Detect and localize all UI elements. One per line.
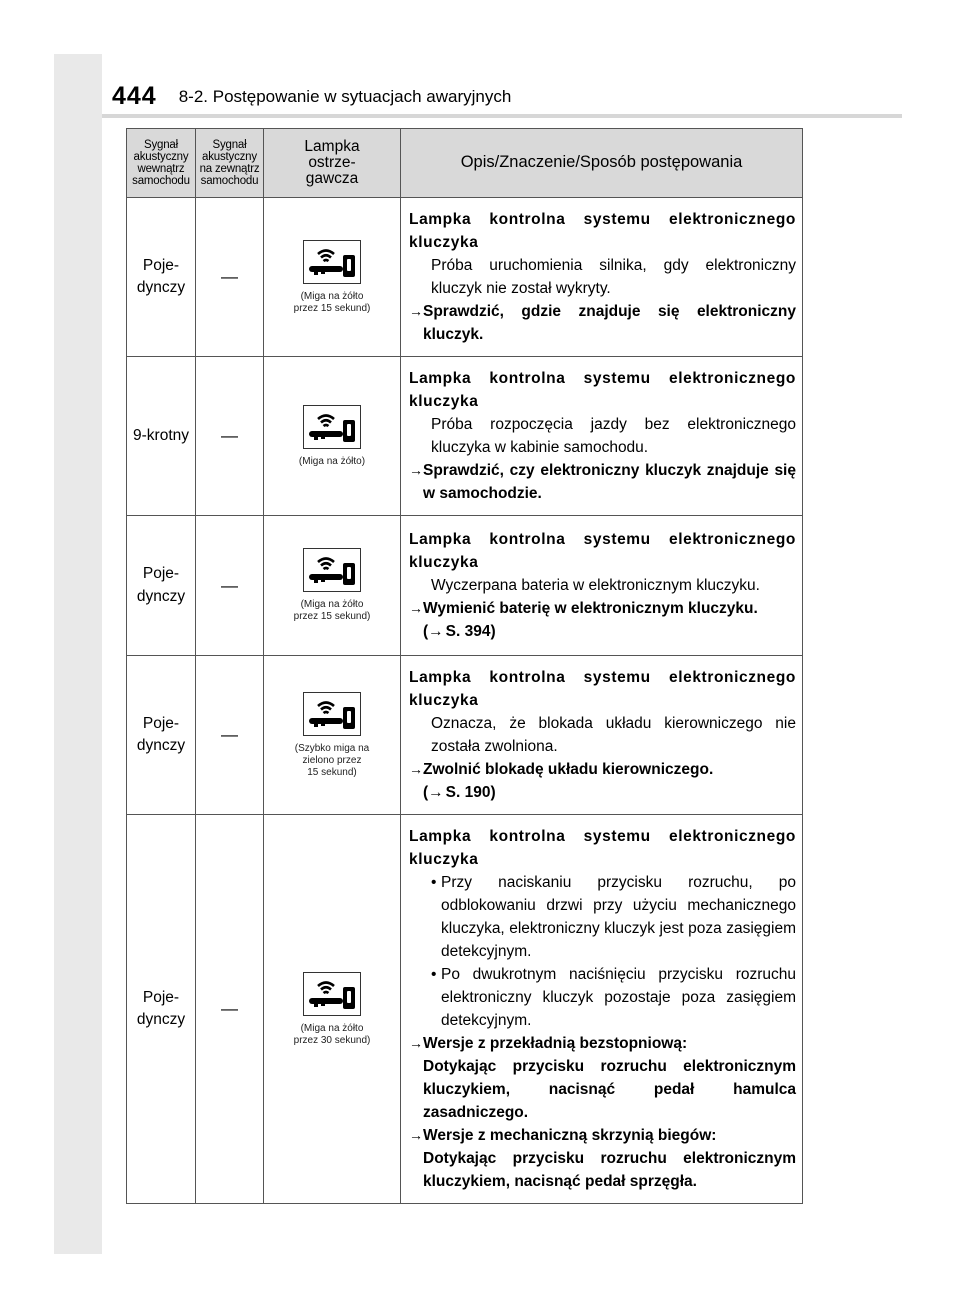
chapter-title: 8-2. Postępowanie w sytuacjach awaryjnych: [178, 87, 512, 106]
ref-close: ): [490, 623, 496, 640]
inside-signal: Poje- dynczy: [136, 988, 186, 1028]
page-reference[interactable]: [409, 781, 796, 804]
lamp-icon-box: [303, 692, 361, 736]
description-text: Wyczerpana bateria w elektronicznym kluczyku.: [431, 577, 760, 594]
action-step: [409, 300, 796, 346]
action-step: [409, 758, 796, 781]
bullet-dot: •: [431, 966, 437, 983]
description-text: Oznacza, że blokada układu kierowniczego nie została zwolniona.: [431, 715, 796, 755]
description-cell: [401, 656, 803, 815]
ref-page: S. 394: [445, 623, 491, 640]
bullet-dot: •: [431, 874, 437, 891]
condition-text: Dotykając przycisku rozruchu elektronicznym kluczykiem, nacisnąć pedał sprzęgła.: [423, 1150, 796, 1190]
table-row: [127, 815, 803, 1204]
outside-signal: —: [221, 999, 238, 1018]
action-text: Zwolnić blokadę układu kierowniczego.: [423, 761, 714, 778]
description-cell: [401, 198, 803, 357]
outside-signal-cell: [196, 516, 264, 656]
lamp-cell: [264, 198, 401, 357]
smart-key-warning-icon: [304, 241, 360, 283]
description-cell: [401, 815, 803, 1204]
page-number: 444: [112, 82, 157, 110]
header-inside-text: Sygnał akustyczny wewnątrz samochodu: [132, 138, 190, 188]
arrow-icon: →: [409, 303, 423, 319]
arrow-icon: →: [409, 600, 423, 616]
header-description: [401, 129, 803, 198]
inside-signal-cell: [127, 656, 196, 815]
table-row: [127, 516, 803, 656]
action-step: [409, 597, 796, 620]
action-text: Wymienić baterię w elektronicznym kluczyku.: [423, 600, 758, 617]
bullet-item: [409, 963, 796, 1032]
smart-key-warning-icon: [304, 693, 360, 735]
warning-table: [126, 128, 803, 1204]
lamp-cell: [264, 357, 401, 516]
header-lamp-text: Lampka ostrze- gawcza: [304, 137, 360, 188]
table-row: [127, 357, 803, 516]
outside-signal: —: [221, 725, 238, 744]
lamp-caption: (Miga na żółto): [298, 455, 366, 467]
ref-open: (→: [423, 623, 444, 640]
ref-page: S. 190: [445, 784, 491, 801]
arrow-icon: →: [409, 462, 423, 478]
description-cell: [401, 357, 803, 516]
outside-signal: —: [221, 426, 238, 445]
inside-signal-cell: [127, 815, 196, 1204]
lamp-caption: (Miga na żółto przez 30 sekund): [293, 1022, 371, 1046]
condition-label-text: Wersje z mechaniczną skrzynią biegów:: [423, 1127, 717, 1144]
outside-signal-cell: [196, 815, 264, 1204]
lamp-cell: [264, 656, 401, 815]
outside-signal: —: [221, 267, 238, 286]
smart-key-warning-icon: [304, 549, 360, 591]
action-text: Sprawdzić, czy elektroniczny kluczyk znajduje się w samochodzie.: [423, 462, 796, 502]
arrow-icon: →: [409, 1035, 423, 1051]
outside-signal: —: [221, 575, 238, 595]
header-inside-signal: [127, 129, 196, 198]
bullet-text: Przy naciskaniu przycisku rozruchu, po odblokowaniu drzwi przy użyciu mechanicznego kluczyka, elektroniczny kluczyk jest poza zasięgiem detekcyjnym.: [441, 874, 796, 960]
outside-signal-cell: [196, 357, 264, 516]
condition-label: [409, 1032, 796, 1055]
outside-signal-cell: [196, 198, 264, 357]
table-row: [127, 656, 803, 815]
margin-strip: [54, 54, 102, 1254]
lamp-cell: [264, 815, 401, 1204]
ref-close: ): [490, 784, 496, 801]
action-text: Sprawdzić, gdzie znajduje się elektroniczny kluczyk.: [423, 303, 796, 343]
description-text: Próba uruchomienia silnika, gdy elektroniczny kluczyk nie został wykryty.: [431, 257, 796, 297]
header-lamp: [264, 129, 401, 198]
bullet-text: Po dwukrotnym naciśnięciu przycisku rozruchu elektroniczny kluczyk pozostaje poza zasięgiem detekcyjnym.: [441, 966, 796, 1029]
condition-label-text: Wersje z przekładnią bezstopniową:: [423, 1035, 688, 1052]
lamp-cell: [264, 516, 401, 656]
inside-signal: 9-krotny: [133, 426, 189, 444]
inside-signal-cell: [127, 516, 196, 656]
description-cell: [401, 516, 803, 656]
ref-open: (→: [423, 784, 444, 801]
header-desc-text: Opis/Znaczenie/Sposób postępowania: [460, 153, 743, 172]
header-outside-text: Sygnał akustyczny na zewnątrz samochodu: [199, 138, 260, 188]
page-reference[interactable]: [409, 620, 796, 643]
lamp-caption: (Miga na żółto przez 15 sekund): [293, 290, 371, 314]
outside-signal-cell: [196, 656, 264, 815]
table-row: [127, 198, 803, 357]
condition-label: [409, 1124, 796, 1147]
inside-signal-cell: [127, 198, 196, 357]
lamp-icon-box: [303, 972, 361, 1016]
inside-signal: Poje- dynczy: [136, 714, 186, 754]
smart-key-warning-icon: [304, 973, 360, 1015]
inside-signal-cell: [127, 357, 196, 516]
description-title: Lampka kontrolna systemu elektronicznego kluczyka: [409, 669, 796, 709]
header-divider: [102, 114, 902, 118]
inside-signal: Poje- dynczy: [136, 565, 186, 605]
inside-signal: Poje- dynczy: [136, 256, 186, 296]
header-outside-signal: [196, 129, 264, 198]
bullet-item: [409, 871, 796, 963]
lamp-icon-box: [303, 405, 361, 449]
lamp-icon-box: [303, 240, 361, 284]
lamp-caption: (Miga na żółto przez 15 sekund): [293, 599, 371, 622]
lamp-caption: (Szybko miga na zielono przez 15 sekund): [294, 742, 370, 778]
arrow-icon: →: [409, 761, 423, 777]
condition-text: Dotykając przycisku rozruchu elektronicznym kluczykiem, nacisnąć pedał hamulca zasadniczego.: [423, 1058, 796, 1121]
page-header: [112, 82, 511, 116]
action-step: [409, 459, 796, 505]
table-header-row: [127, 129, 803, 198]
description-title: Lampka kontrolna systemu elektronicznego kluczyka: [409, 370, 796, 410]
description-title: Lampka kontrolna systemu elektronicznego kluczyka: [409, 828, 796, 868]
arrow-icon: →: [409, 1127, 423, 1143]
lamp-icon-box: [303, 548, 361, 592]
description-text: Próba rozpoczęcia jazdy bez elektronicznego kluczyka w kabinie samochodu.: [431, 416, 796, 456]
description-title: Lampka kontrolna systemu elektronicznego kluczyka: [409, 211, 796, 251]
smart-key-warning-icon: [304, 406, 360, 448]
description-title: Lampka kontrolna systemu elektronicznego kluczyka: [409, 531, 796, 571]
